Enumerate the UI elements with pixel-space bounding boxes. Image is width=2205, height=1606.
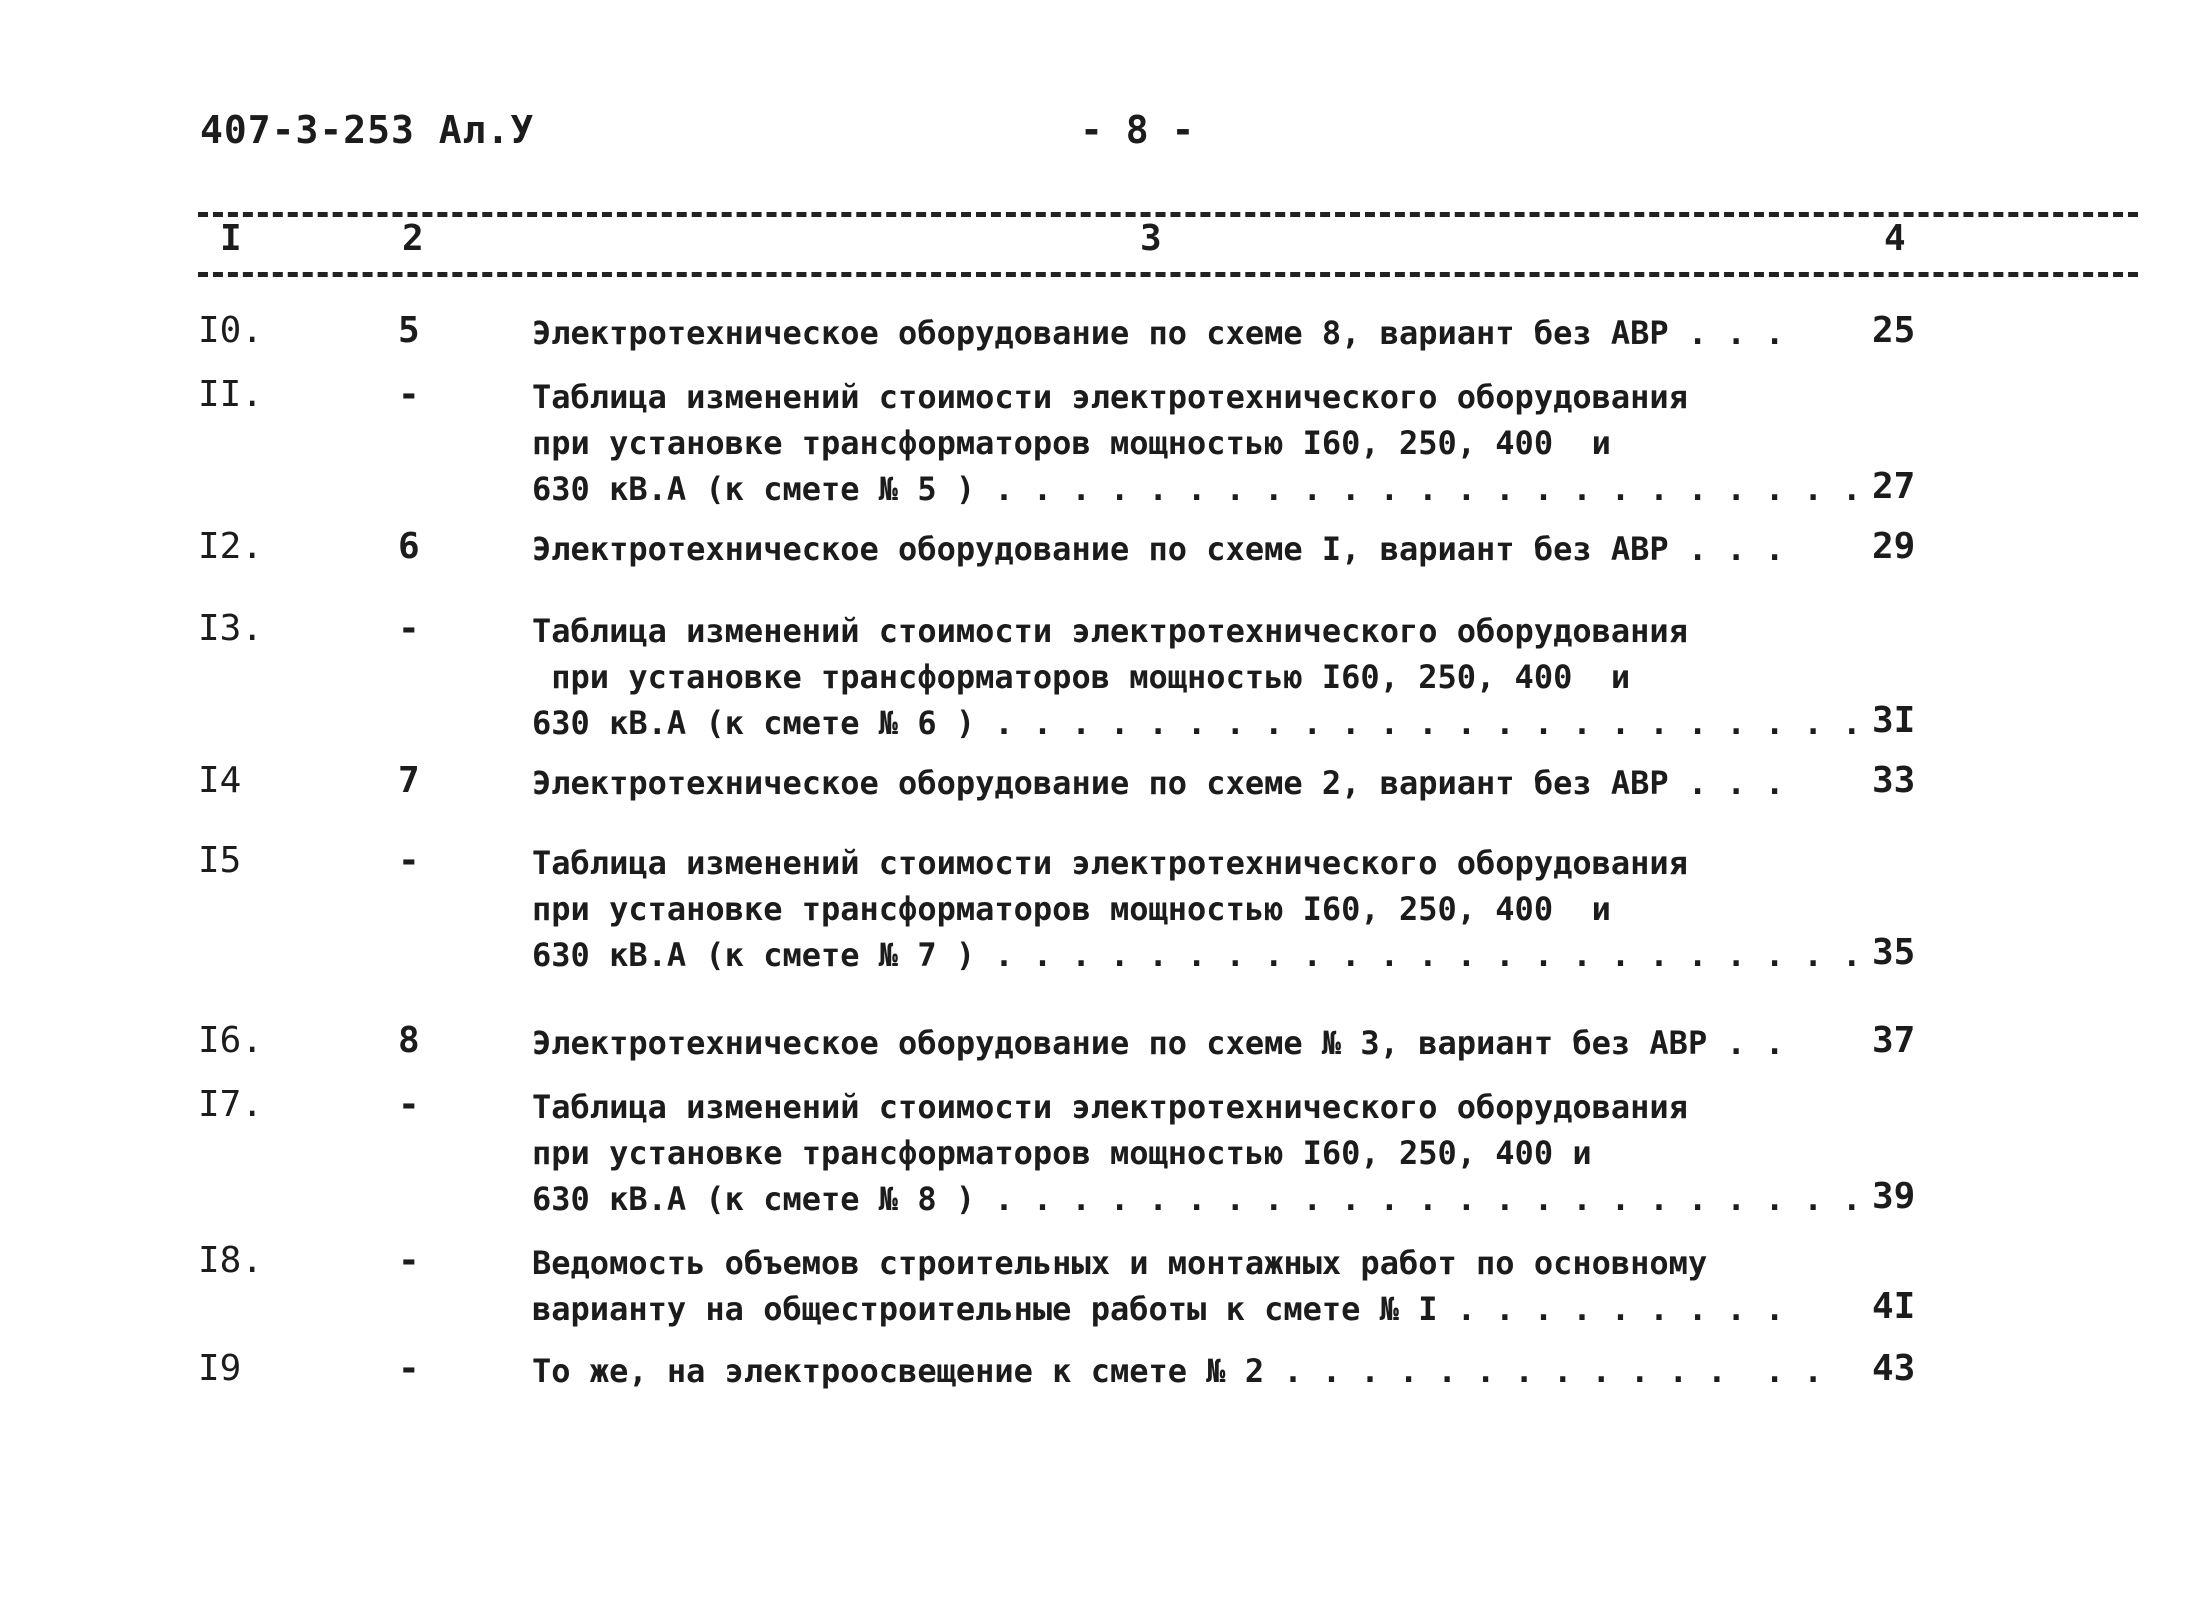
row-estimate-ref: 7 [398, 760, 420, 801]
description-line: Электротехническое оборудование по схеме № 3, вариант без АВР . . [532, 1024, 1785, 1062]
row-estimate-ref: 6 [398, 526, 420, 567]
row-description [532, 608, 1862, 746]
description-line: Таблица изменений стоимости электротехнического оборудования [532, 844, 1688, 882]
row-description [532, 1240, 1812, 1332]
row-page-number: 43 [1872, 1348, 1916, 1389]
row-estimate-ref: 8 [398, 1020, 420, 1061]
row-number: I9 [198, 1348, 242, 1389]
document-code: 407-3-253 Ал.У [200, 108, 535, 152]
column-header-4: 4 [1884, 218, 1906, 259]
description-line: 630 кВ.А (к смете № 7 ) . . . . . . . . . . . . . . . . . . . . . . . [532, 936, 1862, 974]
description-line: То же, на электроосвещение к смете № 2 . . . . . . . . . . . . . . [532, 1352, 1823, 1390]
row-description [532, 1348, 1823, 1394]
column-header-1: I [220, 218, 242, 259]
row-page-number: 29 [1872, 526, 1916, 567]
description-line: 630 кВ.А (к смете № 8 ) . . . . . . . . . . . . . . . . . . . . . . . [532, 1180, 1862, 1218]
row-page-number: 27 [1872, 466, 1916, 507]
description-line: варианту на общестроительные работы к смете № I . . . . . . . . . [532, 1290, 1785, 1328]
row-estimate-ref: - [398, 374, 420, 415]
description-line: при установке трансформаторов мощностью I60, 250, 400 и [532, 890, 1611, 928]
row-number: I0. [198, 310, 264, 351]
row-number: I7. [198, 1084, 264, 1125]
row-page-number: 33 [1872, 760, 1916, 801]
row-number: I3. [198, 608, 264, 649]
description-line: при установке трансформаторов мощностью I60, 250, 400 и [532, 424, 1611, 462]
row-estimate-ref: - [398, 608, 420, 649]
row-number: I4 [198, 760, 242, 801]
row-page-number: 35 [1872, 932, 1916, 973]
description-line: при установке трансформаторов мощностью I60, 250, 400 и [532, 1134, 1592, 1172]
description-line: Таблица изменений стоимости электротехнического оборудования [532, 612, 1688, 650]
row-estimate-ref: - [398, 840, 420, 881]
row-estimate-ref: - [398, 1348, 420, 1389]
row-page-number: 3I [1872, 700, 1916, 741]
description-line: 630 кВ.А (к смете № 6 ) . . . . . . . . . . . . . . . . . . . . . . . [532, 704, 1862, 742]
page-number: - 8 - [1080, 108, 1195, 152]
description-line: при установке трансформаторов мощностью I60, 250, 400 и [532, 658, 1631, 696]
row-page-number: 25 [1872, 310, 1916, 351]
row-page-number: 39 [1872, 1176, 1916, 1217]
row-number: I2. [198, 526, 264, 567]
row-estimate-ref: - [398, 1240, 420, 1281]
description-line: Электротехническое оборудование по схеме 8, вариант без АВР . . . [532, 314, 1785, 352]
description-line: Электротехническое оборудование по схеме 2, вариант без АВР . . . [532, 764, 1785, 802]
row-description [532, 374, 1862, 512]
row-description [532, 310, 1812, 356]
description-line: Ведомость объемов строительных и монтажных работ по основному [532, 1244, 1708, 1282]
row-description [532, 840, 1862, 978]
description-line: 630 кВ.А (к смете № 5 ) . . . . . . . . . . . . . . . . . . . . . . . [532, 470, 1862, 508]
description-line: Таблица изменений стоимости электротехнического оборудования [532, 1088, 1688, 1126]
row-number: I6. [198, 1020, 264, 1061]
row-estimate-ref: 5 [398, 310, 420, 351]
column-header-2: 2 [402, 218, 424, 259]
table-header-divider [198, 272, 2138, 277]
row-page-number: 37 [1872, 1020, 1916, 1061]
row-description [532, 526, 1812, 572]
row-description [532, 1020, 1812, 1066]
column-header-3: 3 [1140, 218, 1162, 259]
row-page-number: 4I [1872, 1286, 1916, 1327]
row-description [532, 760, 1812, 806]
row-number: I5 [198, 840, 242, 881]
description-line: Электротехническое оборудование по схеме I, вариант без АВР . . . [532, 530, 1785, 568]
row-number: II. [198, 374, 264, 415]
row-estimate-ref: - [398, 1084, 420, 1125]
description-line: Таблица изменений стоимости электротехнического оборудования [532, 378, 1688, 416]
row-description [532, 1084, 1862, 1222]
row-number: I8. [198, 1240, 264, 1281]
table-top-divider [198, 212, 2138, 217]
